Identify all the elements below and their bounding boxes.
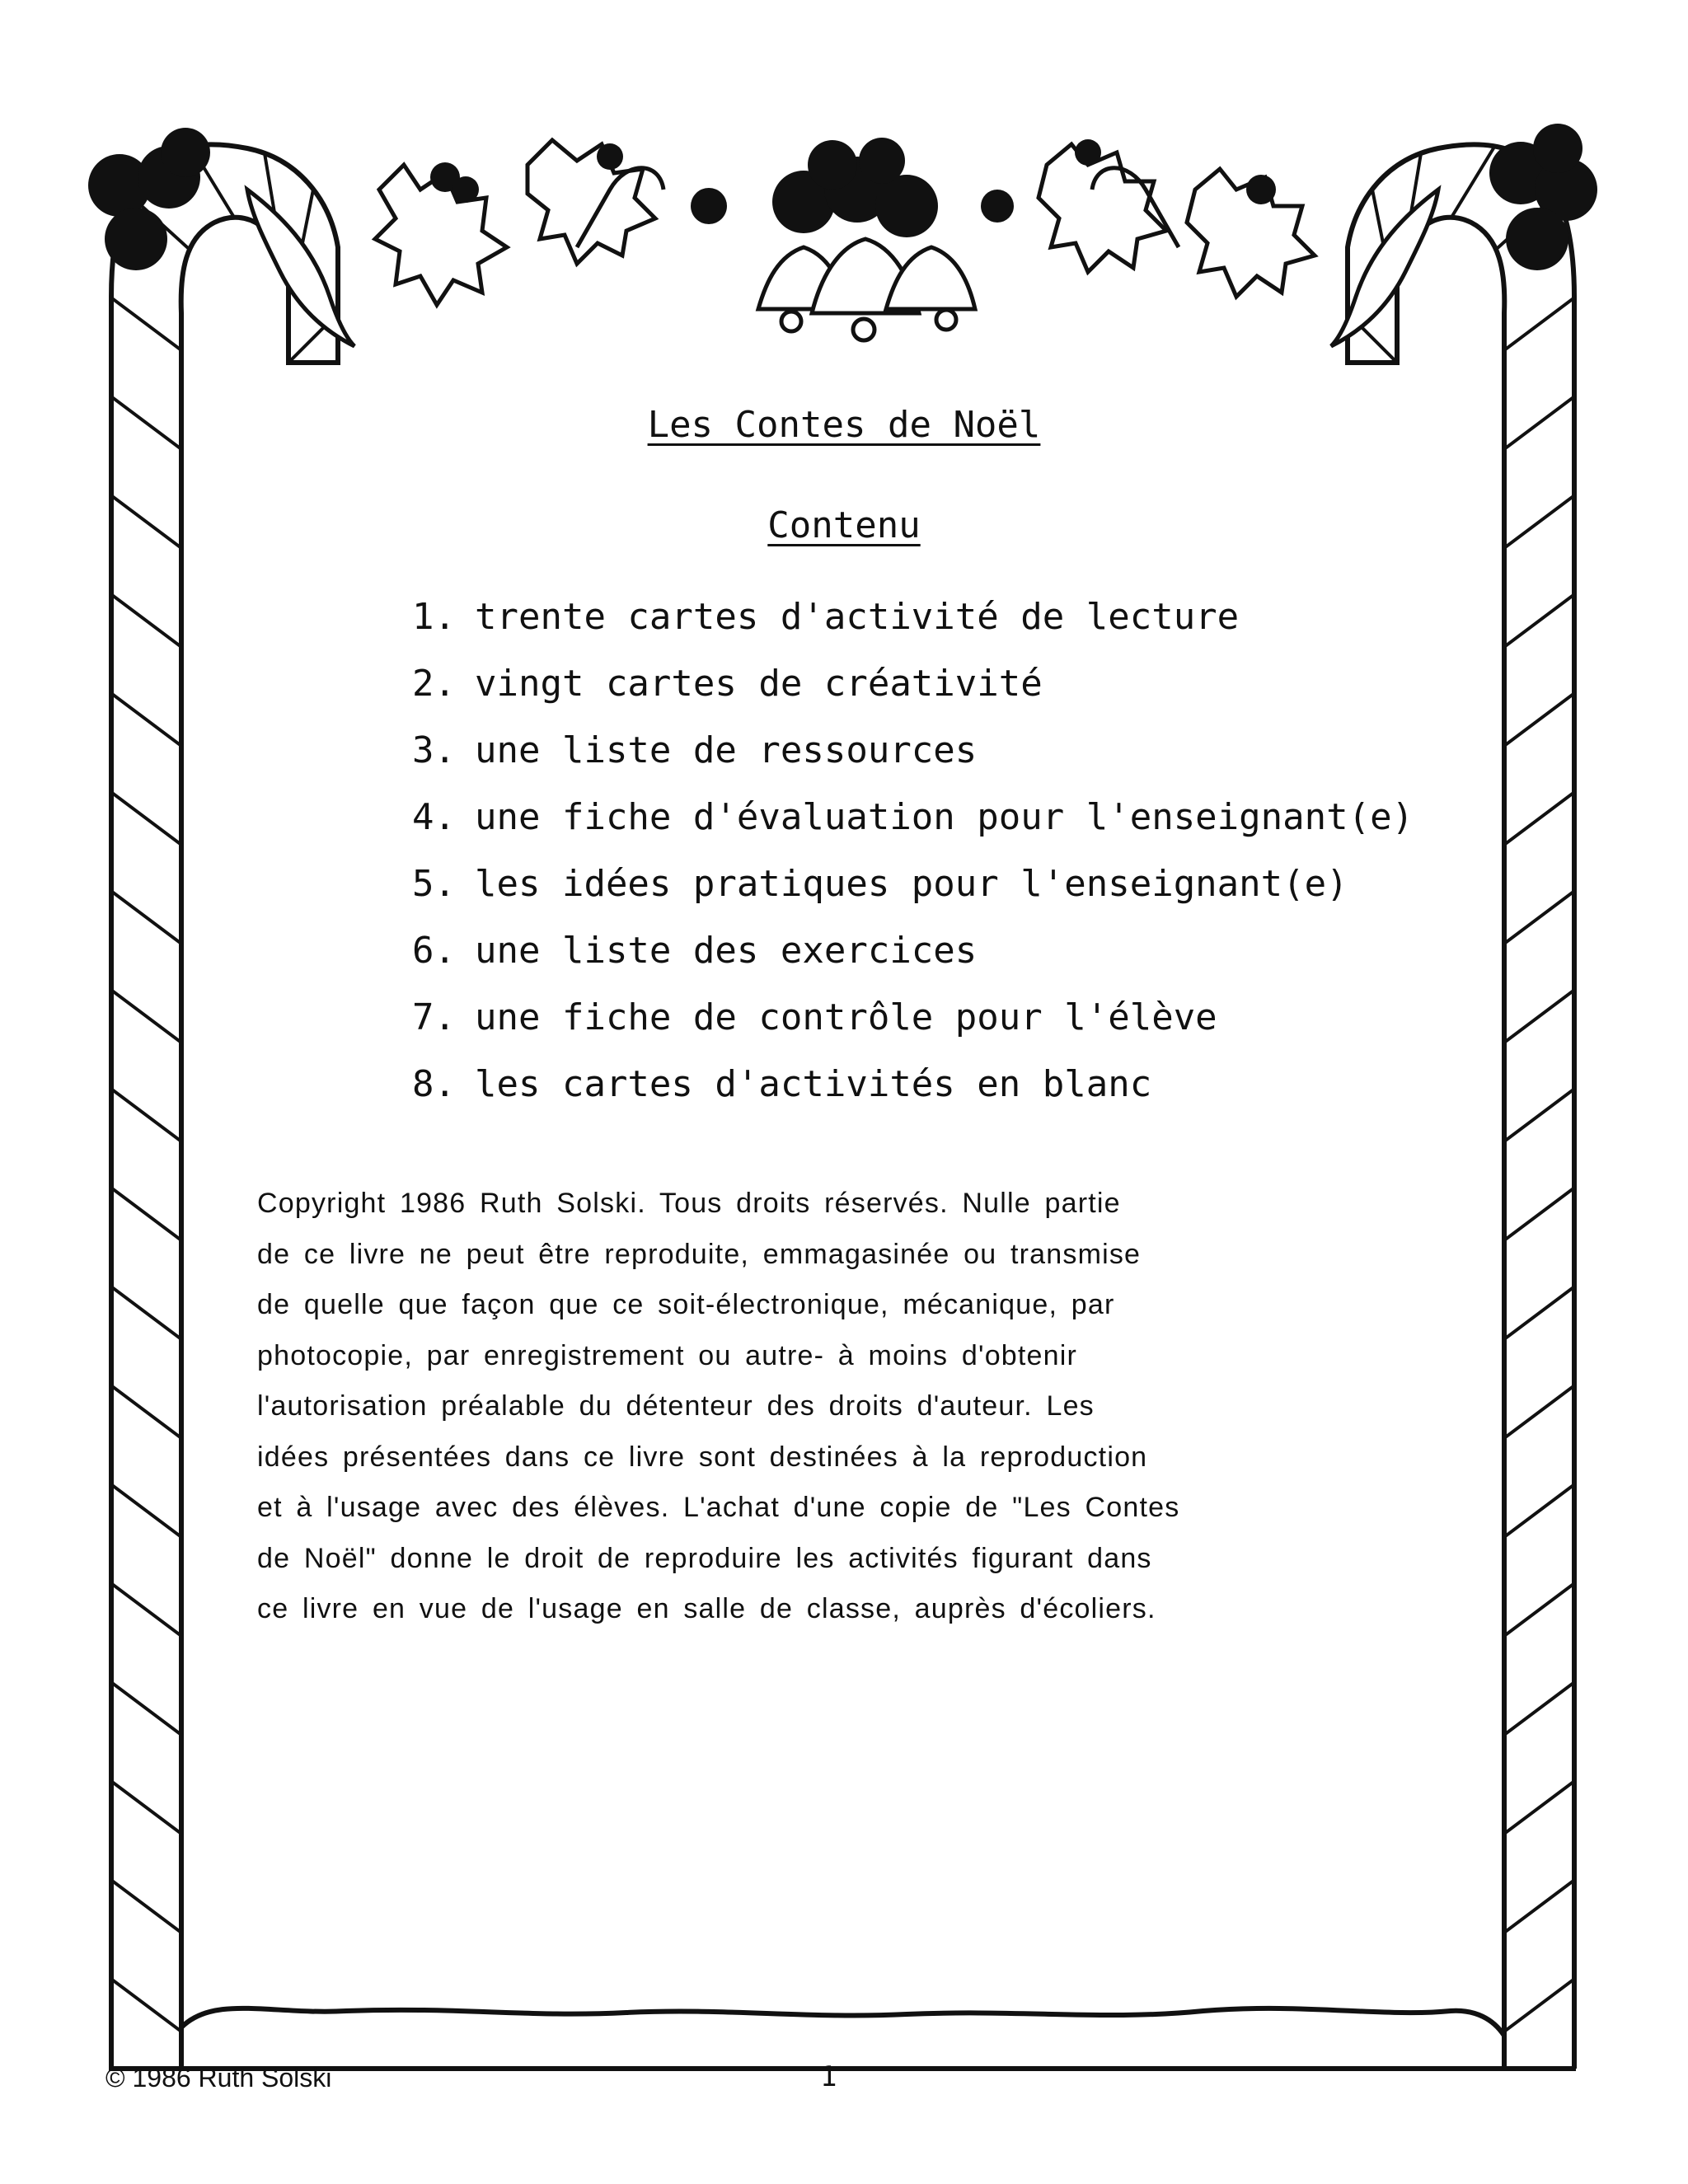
list-item: [412, 917, 1414, 984]
snow-ground-icon: [181, 2008, 1504, 2036]
copyright-line: l'autorisation préalable du détenteur des droits d'auteur. Les: [257, 1390, 1095, 1422]
item-number: 3.: [412, 729, 456, 771]
item-text: une liste de ressources: [475, 729, 978, 771]
copyright-line: de Noël" donne le droit de reproduire les activités figurant dans: [257, 1542, 1152, 1574]
item-text: une fiche de contrôle pour l'élève: [475, 996, 1217, 1038]
copyright-line: photocopie, par enregistrement ou autre- à moins d'obtenir: [257, 1339, 1078, 1371]
item-text: trente cartes d'activité de lecture: [475, 596, 1240, 638]
copyright-line: idées présentées dans ce livre sont destinées à la reproduction: [257, 1441, 1148, 1473]
list-item: [412, 784, 1414, 851]
item-text: les idées pratiques pour l'enseignant(e): [475, 863, 1348, 905]
list-item: [412, 984, 1414, 1051]
list-item: [412, 583, 1414, 650]
footer-copyright: © 1986 Ruth Solski: [106, 2063, 332, 2093]
item-number: 8.: [412, 1063, 456, 1105]
document-title: Les Contes de Noël: [647, 404, 1041, 446]
item-number: 4.: [412, 796, 456, 838]
page-number: 1: [820, 2060, 837, 2093]
bell-icon: [758, 239, 975, 340]
list-item: [412, 851, 1414, 917]
berry-cluster-right-icon: [1489, 124, 1597, 270]
item-number: 7.: [412, 996, 456, 1038]
list-item: [412, 650, 1414, 717]
copyright-notice: [257, 1179, 1411, 1635]
copyright-line: de ce livre ne peut être reproduite, emmagasinée ou transmise: [257, 1238, 1142, 1270]
list-item: [412, 1051, 1414, 1118]
contents-heading: Contenu: [767, 504, 921, 546]
copyright-line: ce livre en vue de l'usage en salle de classe, auprès d'écoliers.: [257, 1593, 1156, 1624]
copyright-line: de quelle que façon que ce soit-électronique, mécanique, par: [257, 1289, 1115, 1320]
item-number: 6.: [412, 930, 456, 972]
item-number: 1.: [412, 596, 456, 638]
item-text: une fiche d'évaluation pour l'enseignant(e): [475, 796, 1414, 838]
item-number: 2.: [412, 663, 456, 705]
item-text: les cartes d'activités en blanc: [475, 1063, 1152, 1105]
contents-list: [412, 583, 1414, 1118]
copyright-line: et à l'usage avec des élèves. L'achat d'une copie de "Les Contes: [257, 1492, 1180, 1523]
item-text: vingt cartes de créativité: [475, 663, 1043, 705]
item-text: une liste des exercices: [475, 930, 978, 972]
item-number: 5.: [412, 863, 456, 905]
list-item: [412, 717, 1414, 784]
copyright-line: Copyright 1986 Ruth Solski. Tous droits réservés. Nulle partie: [257, 1188, 1121, 1219]
berry-cluster-center-icon: [772, 138, 938, 237]
